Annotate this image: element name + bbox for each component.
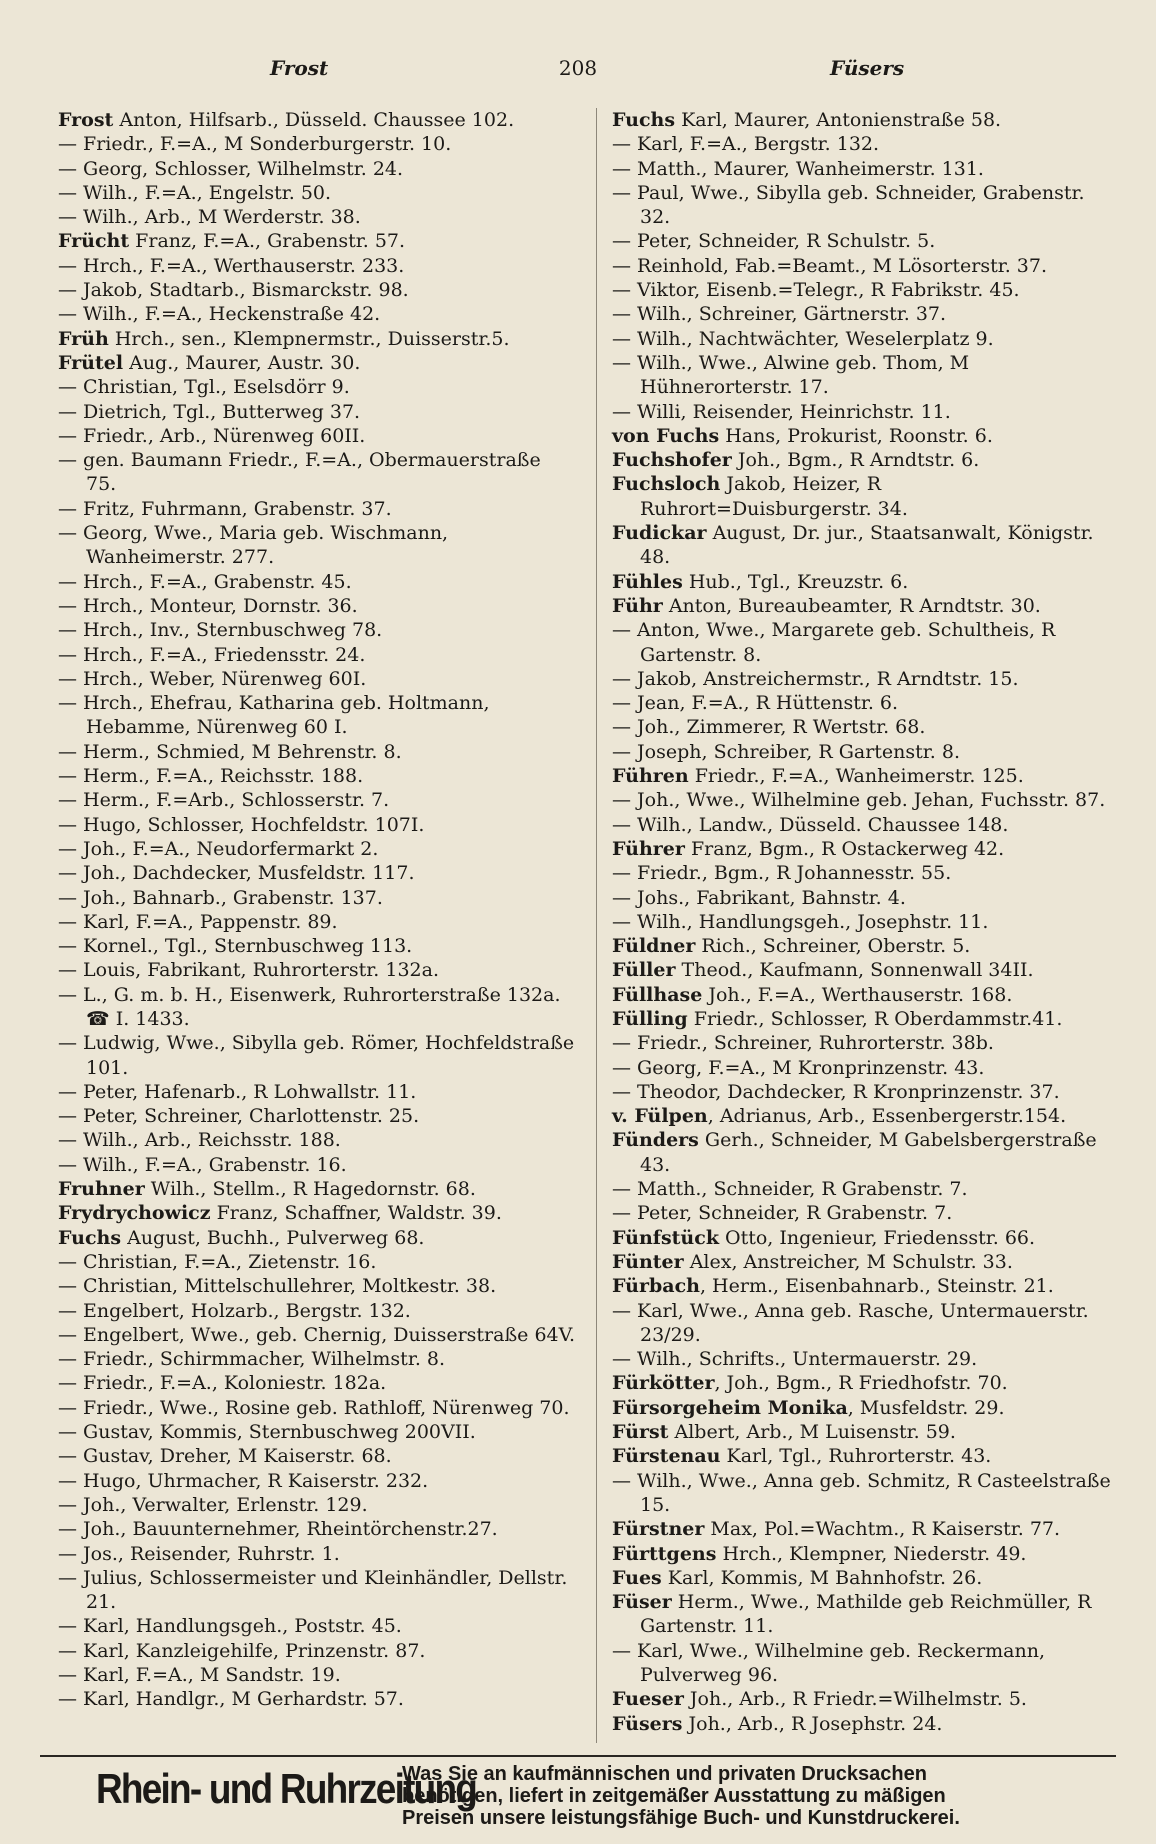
directory-entry (58, 229, 576, 253)
directory-entry (612, 181, 1117, 230)
entry-details: — Dietrich, Tgl., Butterweg 37. (58, 400, 361, 423)
directory-entry (58, 375, 576, 399)
entry-details: Jakob, Heizer, R Ruhrort=Duisburgerstr. 34. (640, 473, 908, 520)
entry-details: — Theodor, Dachdecker, R Kronprinzenstr. 37. (612, 1080, 1060, 1103)
entry-details: — Hrch., Weber, Nürenweg 60I. (58, 667, 367, 690)
entry-details: — Christian, Mittelschullehrer, Moltkestr. 38. (58, 1275, 497, 1298)
entry-details: — Kornel., Tgl., Sternbuschweg 113. (58, 935, 413, 958)
directory-entry (58, 497, 576, 521)
entry-details: — Matth., Maurer, Wanheimerstr. 131. (612, 157, 984, 180)
directory-entry (58, 1371, 576, 1395)
directory-entry (58, 181, 576, 205)
entry-details: — Georg, Schlosser, Wilhelmstr. 24. (58, 157, 404, 180)
entry-details: , Musfeldstr. 29. (847, 1396, 1005, 1419)
directory-entry (612, 958, 1117, 982)
ad-copy (402, 1763, 1114, 1829)
directory-entry (58, 594, 576, 618)
directory-entry (612, 424, 1117, 448)
directory-entry (612, 1444, 1117, 1468)
directory-entry (612, 934, 1117, 958)
entry-details: — Matth., Schneider, R Grabenstr. 7. (612, 1178, 968, 1201)
directory-entry (58, 327, 576, 351)
entry-details: — Joh., Bauunternehmer, Rheintörchenstr.27. (58, 1518, 498, 1541)
directory-entry (612, 229, 1117, 253)
directory-entry (58, 1299, 576, 1323)
entry-details: — Jean, F.=A., R Hüttenstr. 6. (612, 692, 899, 715)
directory-entry (612, 1396, 1117, 1420)
directory-entry (58, 1639, 576, 1663)
directory-entry (58, 205, 576, 229)
directory-entry (58, 934, 576, 958)
entry-surname: Fudickar (612, 522, 707, 545)
entry-details: — Wilh., F.=A., Grabenstr. 16. (58, 1153, 347, 1176)
directory-entry (612, 813, 1117, 837)
entry-surname: Fünders (612, 1129, 699, 1152)
entry-details: August, Dr. jur., Staatsanwalt, Königstr. 48. (640, 522, 1094, 569)
directory-entry (612, 1201, 1117, 1225)
directory-entry (612, 351, 1117, 400)
entry-surname: Füldner (612, 935, 696, 958)
directory-entry (612, 691, 1117, 715)
entry-details: — Peter, Schneider, R Grabenstr. 7. (612, 1202, 953, 1225)
entry-surname: Frost (58, 109, 114, 131)
entry-details: Theod., Kaufmann, Sonnenwall 34II. (675, 959, 1034, 982)
entry-surname: Füller (612, 959, 676, 982)
directory-entry (58, 132, 576, 156)
directory-entry (612, 1639, 1117, 1688)
entry-details: Max, Pol.=Wachtm., R Kaiserstr. 77. (704, 1518, 1061, 1541)
entry-details: — Wilh., Schreiner, Gärtnerstr. 37. (612, 303, 947, 326)
entry-surname: Fuchs (612, 109, 676, 131)
entry-details: Friedr., Schlosser, R Oberdammstr.41. (687, 1007, 1063, 1030)
directory-entry (58, 521, 576, 570)
entry-surname: Führ (612, 594, 663, 617)
right-column (612, 108, 1117, 1736)
entry-details: — Peter, Schneider, R Schulstr. 5. (612, 230, 936, 253)
directory-entry (58, 1274, 576, 1298)
entry-details: — Friedr., Bgm., R Johannesstr. 55. (612, 862, 952, 885)
directory-entry (58, 643, 576, 667)
entry-surname: Füsers (612, 1712, 683, 1735)
ad-brand-title: Rhein- und Ruhrzeitung (96, 1765, 477, 1812)
directory-entry (612, 1177, 1117, 1201)
directory-entry (58, 764, 576, 788)
entry-details: — Georg, Wwe., Maria geb. Wischmann, Wanheimerstr. 277. (58, 522, 449, 569)
entry-details: — Christian, Tgl., Eselsdörr 9. (58, 376, 350, 399)
entry-details: , Herm., Eisenbahnarb., Steinstr. 21. (699, 1275, 1054, 1298)
entry-details: — Wilh., Nachtwächter, Weselerplatz 9. (612, 327, 994, 350)
entry-details: — Karl, Wwe., Anna geb. Rasche, Untermauerstr. 23/29. (612, 1299, 1089, 1346)
entry-details: — Gustav, Dreher, M Kaiserstr. 68. (58, 1445, 392, 1468)
directory-entry (612, 1226, 1117, 1250)
directory-entry (58, 1566, 576, 1615)
entry-details: — Joh., Bahnarb., Grabenstr. 137. (58, 886, 383, 909)
entry-details: — Gustav, Kommis, Sternbuschweg 200VII. (58, 1421, 476, 1444)
directory-entry (58, 302, 576, 326)
entry-details: — Joh., Zimmerer, R Wertstr. 68. (612, 716, 926, 739)
entry-surname: Fürstenau (612, 1445, 721, 1468)
entry-surname: Fuchsloch (612, 473, 721, 496)
directory-entry (612, 1104, 1117, 1128)
entry-details: — Friedr., Schreiner, Ruhrorterstr. 38b. (612, 1032, 994, 1055)
directory-entry (58, 1517, 576, 1541)
directory-entry (612, 618, 1117, 667)
entry-details: Franz, F.=A., Grabenstr. 57. (129, 230, 406, 253)
directory-entry (612, 740, 1117, 764)
directory-entry (612, 1274, 1117, 1298)
entry-surname: Füllhase (612, 983, 703, 1006)
entry-details: — Karl, Wwe., Wilhelmine geb. Reckermann, Pulverweg 96. (612, 1639, 1046, 1686)
directory-entry (612, 1420, 1117, 1444)
entry-details: — Friedr., Schirmmacher, Wilhelmstr. 8. (58, 1348, 446, 1371)
ad-line: benötigen, liefert in zeitgemäßer Ausstattung zu mäßigen (402, 1785, 946, 1807)
directory-entry (612, 1712, 1117, 1736)
directory-entry (612, 1080, 1117, 1104)
column-divider (596, 108, 597, 1743)
entry-details: Franz, Bgm., R Ostackerweg 42. (684, 837, 1005, 860)
entry-details: Hub., Tgl., Kreuzstr. 6. (682, 570, 909, 593)
directory-entry (58, 1614, 576, 1638)
directory-entry (58, 691, 576, 740)
entry-surname: Fürsorgeheim Monika (612, 1396, 848, 1419)
directory-entry (58, 1250, 576, 1274)
directory-entry (58, 351, 576, 375)
directory-entry (612, 764, 1117, 788)
entry-details: — Friedr., Wwe., Rosine geb. Rathloff, Nürenweg 70. (58, 1396, 570, 1419)
entry-details: Otto, Ingenieur, Friedensstr. 66. (718, 1226, 1036, 1249)
entry-details: — Joh., Dachdecker, Musfeldstr. 117. (58, 862, 415, 885)
entry-details: — Hrch., F.=A., Friedensstr. 24. (58, 643, 366, 666)
directory-entry (58, 400, 576, 424)
entry-surname: von Fuchs (612, 424, 720, 447)
directory-entry (612, 400, 1117, 424)
entry-details: Anton, Bureaubeamter, R Arndtstr. 30. (662, 594, 1041, 617)
entry-details: Hrch., Klempner, Niederstr. 49. (716, 1542, 1027, 1565)
entry-details: Rich., Schreiner, Oberstr. 5. (695, 935, 971, 958)
entry-details: — Wilh., Wwe., Anna geb. Schmitz, R Casteelstraße 15. (612, 1469, 1111, 1516)
entry-surname: Fuchs (58, 1226, 122, 1249)
entry-details: — Friedr., Arb., Nürenweg 60II. (58, 424, 366, 447)
entry-details: — Jakob, Anstreichermstr., R Arndtstr. 15. (612, 667, 1019, 690)
directory-entry (612, 254, 1117, 278)
entry-details: — Joh., Wwe., Wilhelmine geb. Jehan, Fuchsstr. 87. (612, 789, 1106, 812)
entry-details: — Peter, Schreiner, Charlottenstr. 25. (58, 1105, 420, 1128)
directory-entry (58, 740, 576, 764)
entry-details: — Wilh., Arb., M Werderstr. 38. (58, 206, 361, 229)
entry-details: — Karl, Handlgr., M Gerhardstr. 57. (58, 1688, 404, 1711)
directory-entry (612, 157, 1117, 181)
directory-entry (58, 278, 576, 302)
entry-details: — Hrch., Ehefrau, Katharina geb. Holtmann, Hebamme, Nürenweg 60 I. (58, 692, 490, 739)
entry-surname: Frydrychowicz (58, 1202, 211, 1225)
entry-details: Hans, Prokurist, Roonstr. 6. (719, 424, 993, 447)
entry-details: — Engelbert, Holzarb., Bergstr. 132. (58, 1299, 411, 1322)
directory-entry (58, 1323, 576, 1347)
entry-details: — Christian, F.=A., Zietenstr. 16. (58, 1250, 377, 1273)
directory-entry (612, 910, 1117, 934)
entry-surname: Frücht (58, 230, 130, 253)
entry-surname: Fülling (612, 1007, 688, 1030)
entry-details: August, Buchh., Pulverweg 68. (121, 1226, 425, 1249)
entry-details: Aug., Maurer, Austr. 30. (123, 351, 361, 374)
directory-entry (612, 132, 1117, 156)
entry-details: Wilh., Stellm., R Hagedornstr. 68. (144, 1178, 476, 1201)
directory-entry (58, 958, 576, 982)
directory-entry (612, 448, 1117, 472)
directory-entry (58, 861, 576, 885)
entry-details: — Wilh., Wwe., Alwine geb. Thom, M Hühnerorterstr. 17. (612, 351, 970, 399)
directory-entry (612, 1517, 1117, 1541)
directory-entry (58, 1493, 576, 1517)
entry-details: Karl, Maurer, Antonienstraße 58. (675, 109, 1002, 131)
directory-entry (612, 327, 1117, 351)
entry-details: — Wilh., F.=A., Heckenstraße 42. (58, 303, 381, 326)
directory-entry (58, 108, 576, 132)
entry-surname: Früh (58, 327, 109, 350)
directory-entry (58, 1420, 576, 1444)
directory-entry (58, 1201, 576, 1225)
directory-entry (58, 886, 576, 910)
entry-details: — Hrch., Inv., Sternbuschweg 78. (58, 619, 383, 642)
entry-details: — Wilh., Landw., Düsseld. Chaussee 148. (612, 813, 1009, 836)
entry-details: — Fritz, Fuhrmann, Grabenstr. 37. (58, 497, 392, 520)
entry-details: , Joh., Bgm., R Friedhofstr. 70. (714, 1372, 1008, 1395)
directory-entry (612, 1371, 1117, 1395)
entry-surname: Führer (612, 837, 685, 860)
directory-entry (612, 108, 1117, 132)
directory-entry (612, 302, 1117, 326)
entry-surname: Fruhner (58, 1178, 145, 1201)
directory-entry (612, 667, 1117, 691)
directory-entry (58, 1542, 576, 1566)
directory-entry (612, 983, 1117, 1007)
entry-details: — Friedr., F.=A., M Sonderburgerstr. 10. (58, 133, 452, 156)
directory-entry (58, 618, 576, 642)
entry-details: — Karl, F.=A., Bergstr. 132. (612, 133, 880, 156)
directory-entry (612, 1590, 1117, 1639)
entry-details: Anton, Hilfsarb., Düsseld. Chaussee 102. (113, 109, 515, 131)
directory-entry (58, 667, 576, 691)
directory-entry (612, 1250, 1117, 1274)
directory-entry (612, 1687, 1117, 1711)
directory-entry (612, 1128, 1117, 1177)
entry-details: — Wilh., Schrifts., Untermauerstr. 29. (612, 1348, 978, 1371)
entry-surname: Fues (612, 1566, 662, 1589)
directory-entry (612, 837, 1117, 861)
directory-entry (612, 570, 1117, 594)
entry-details: — L., G. m. b. H., Eisenwerk, Ruhrorterstraße 132a. ☎ I. 1433. (58, 983, 561, 1030)
entry-details: — Herm., F.=A., Reichsstr. 188. (58, 765, 364, 788)
entry-details: — Paul, Wwe., Sibylla geb. Schneider, Grabenstr. 32. (612, 181, 1085, 229)
directory-entry (58, 1080, 576, 1104)
entry-details: — Hugo, Uhrmacher, R Kaiserstr. 232. (58, 1469, 429, 1492)
entry-details: — Hrch., Monteur, Dornstr. 36. (58, 594, 358, 617)
entry-details: — Hrch., F.=A., Grabenstr. 45. (58, 570, 352, 593)
entry-details: — Willi, Reisender, Heinrichstr. 11. (612, 400, 951, 423)
entry-surname: Frütel (58, 351, 124, 374)
entry-details: — Wilh., Arb., Reichsstr. 188. (58, 1129, 341, 1152)
entry-surname: Füser (612, 1591, 672, 1614)
entry-surname: Fürttgens (612, 1542, 717, 1565)
entry-surname: Fürst (612, 1421, 669, 1444)
page-header (40, 56, 1116, 86)
entry-details: Franz, Schaffner, Waldstr. 39. (210, 1202, 502, 1225)
directory-entry (58, 424, 576, 448)
directory-entry (58, 1226, 576, 1250)
entry-details: — Hugo, Schlosser, Hochfeldstr. 107I. (58, 813, 425, 836)
directory-entry (612, 278, 1117, 302)
entry-details: — Joseph, Schreiber, R Gartenstr. 8. (612, 740, 960, 763)
entry-details: — Jos., Reisender, Ruhrstr. 1. (58, 1542, 340, 1565)
entry-details: — Jakob, Stadtarb., Bismarckstr. 98. (58, 279, 409, 302)
entry-details: Joh., F.=A., Werthauserstr. 168. (702, 983, 1013, 1006)
directory-entry (58, 1347, 576, 1371)
directory-entry (58, 254, 576, 278)
ad-line: Preisen unsere leistungsfähige Buch- und Kunstdruckerei. (402, 1807, 960, 1829)
directory-entry (58, 1104, 576, 1128)
entry-details: — Georg, F.=A., M Kronprinzenstr. 43. (612, 1056, 985, 1079)
directory-entry (612, 715, 1117, 739)
directory-entry (58, 1663, 576, 1687)
running-head-left: Frost (270, 56, 329, 80)
entry-surname: Fueser (612, 1688, 684, 1711)
entry-details: Gerh., Schneider, M Gabelsbergerstraße 43. (640, 1129, 1097, 1176)
directory-entry (58, 448, 576, 497)
entry-surname: Fürbach (612, 1275, 700, 1298)
directory-entry (58, 570, 576, 594)
directory-entry (612, 1347, 1117, 1371)
entry-details: Karl, Kommis, M Bahnhofstr. 26. (661, 1566, 983, 1589)
entry-details: — Karl, Kanzleigehilfe, Prinzenstr. 87. (58, 1639, 426, 1662)
directory-entry (612, 472, 1117, 521)
entry-details: — Engelbert, Wwe., geb. Chernig, Duisserstraße 64V. (58, 1323, 576, 1346)
entry-details: — Friedr., F.=A., Koloniestr. 182a. (58, 1372, 387, 1395)
entry-details: Joh., Arb., R Josephstr. 24. (682, 1712, 943, 1735)
ad-line: Was Sie an kaufmännischen und privaten Drucksachen (402, 1763, 927, 1785)
entry-details: — Joh., F.=A., Neudorfermarkt 2. (58, 837, 379, 860)
entry-details: — Anton, Wwe., Margarete geb. Schultheis, R Gartenstr. 8. (612, 619, 1056, 666)
directory-entry (58, 1469, 576, 1493)
entry-details: Joh., Bgm., R Arndtstr. 6. (731, 449, 980, 472)
entry-surname: Fürstner (612, 1518, 705, 1541)
entry-details: — gen. Baumann Friedr., F.=A., Obermauerstraße 75. (58, 449, 541, 496)
entry-surname: Fürkötter (612, 1372, 715, 1395)
directory-entry (58, 813, 576, 837)
entry-details: — Julius, Schlossermeister und Kleinhändler, Dellstr. 21. (58, 1566, 568, 1614)
running-head-right: Füsers (830, 56, 905, 80)
entry-surname: Fünter (612, 1250, 684, 1273)
directory-entry (58, 1396, 576, 1420)
directory-entry (612, 521, 1117, 570)
entry-details: Friedr., F.=A., Wanheimerstr. 125. (688, 765, 1024, 788)
directory-entry (612, 1056, 1117, 1080)
entry-details: , Adrianus, Arb., Essenbergerstr.154. (707, 1105, 1067, 1128)
entry-details: — Wilh., Handlungsgeh., Josephstr. 11. (612, 910, 989, 933)
directory-entry (58, 157, 576, 181)
directory-entry (612, 1469, 1117, 1518)
directory-entry (612, 594, 1117, 618)
directory-entry (612, 1299, 1117, 1348)
directory-entry (612, 1566, 1117, 1590)
entry-details: — Louis, Fabrikant, Ruhrorterstr. 132a. (58, 959, 440, 982)
directory-entry (58, 837, 576, 861)
entry-details: — Ludwig, Wwe., Sibylla geb. Römer, Hochfeldstraße 101. (58, 1032, 575, 1079)
entry-details: Karl, Tgl., Ruhrorterstr. 43. (720, 1445, 992, 1468)
directory-entry (612, 886, 1117, 910)
directory-entry (612, 1007, 1117, 1031)
entry-surname: Fühles (612, 570, 683, 593)
directory-entry (58, 1177, 576, 1201)
entry-details: Alex, Anstreicher, M Schulstr. 33. (683, 1250, 1013, 1273)
entry-surname: Führen (612, 765, 689, 788)
entry-details: — Herm., Schmied, M Behrenstr. 8. (58, 740, 402, 763)
directory-entry (612, 1542, 1117, 1566)
entry-details: — Peter, Hafenarb., R Lohwallstr. 11. (58, 1080, 417, 1103)
entry-surname: Fuchshofer (612, 449, 732, 472)
entry-details: — Viktor, Eisenb.=Telegr., R Fabrikstr. 45. (612, 279, 1020, 302)
directory-entry (612, 1031, 1117, 1055)
entry-surname: Fünfstück (612, 1226, 719, 1249)
left-column (58, 108, 576, 1712)
entry-details: — Herm., F.=Arb., Schlosserstr. 7. (58, 789, 390, 812)
entry-details: Albert, Arb., M Luisenstr. 59. (668, 1421, 956, 1444)
entry-details: — Karl, Handlungsgeh., Poststr. 45. (58, 1615, 402, 1638)
advertisement (40, 1755, 1116, 1835)
directory-entry (58, 983, 576, 1032)
entry-details: — Karl, F.=A., Pappenstr. 89. (58, 910, 338, 933)
directory-entry (58, 1444, 576, 1468)
entry-details: — Hrch., F.=A., Werthauserstr. 233. (58, 254, 405, 277)
directory-entry (58, 1031, 576, 1080)
directory-entry (58, 788, 576, 812)
entry-details: — Reinhold, Fab.=Beamt., M Lösorterstr. 37. (612, 254, 1048, 277)
entry-details: Hrch., sen., Klempnermstr., Duisserstr.5. (108, 327, 510, 350)
directory-entry (58, 1687, 576, 1711)
entry-details: Herm., Wwe., Mathilde geb Reichmüller, R Gartenstr. 11. (640, 1591, 1092, 1638)
entry-details: — Wilh., F.=A., Engelstr. 50. (58, 181, 332, 204)
entry-surname: v. Fülpen (612, 1105, 708, 1128)
directory-entry (612, 861, 1117, 885)
directory-entry (612, 788, 1117, 812)
directory-entry (58, 1128, 576, 1152)
entry-details: Joh., Arb., R Friedr.=Wilhelmstr. 5. (683, 1688, 1027, 1711)
page-number: 208 (558, 56, 598, 80)
entry-details: — Joh., Verwalter, Erlenstr. 129. (58, 1493, 368, 1516)
directory-entry (58, 910, 576, 934)
directory-entry (58, 1153, 576, 1177)
entry-details: — Johs., Fabrikant, Bahnstr. 4. (612, 886, 906, 909)
entry-details: — Karl, F.=A., M Sandstr. 19. (58, 1664, 341, 1686)
